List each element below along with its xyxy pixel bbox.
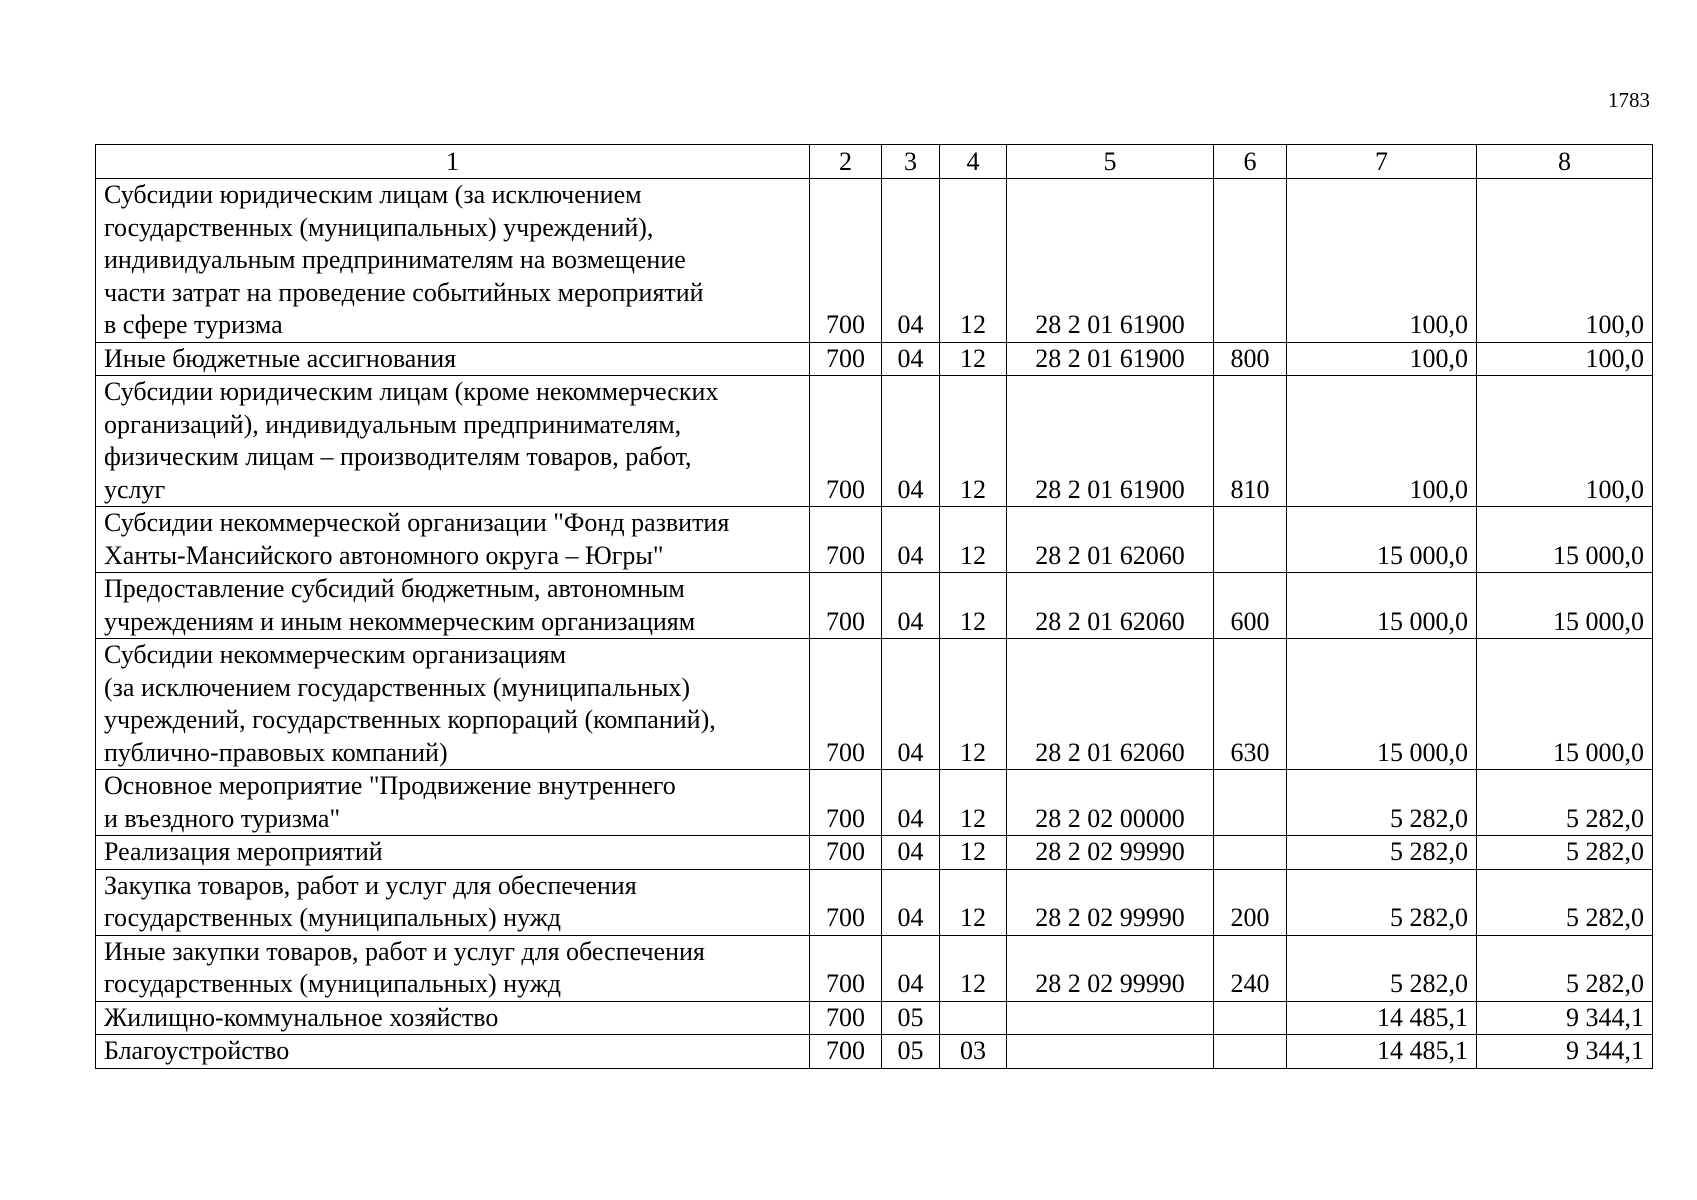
section-cell: 04	[882, 935, 940, 1001]
table-row	[96, 935, 1653, 1001]
item-name-cell: Иные закупки товаров, работ и услуг для обеспечения государственных (муниципальных) нужд	[96, 935, 810, 1001]
section-cell: 05	[882, 1035, 940, 1069]
column-header: 8	[1477, 145, 1653, 179]
expense-type-cell: 810	[1214, 376, 1287, 507]
section-cell: 05	[882, 1001, 940, 1035]
code-cell: 700	[810, 869, 882, 935]
column-header: 2	[810, 145, 882, 179]
section-cell: 04	[882, 869, 940, 935]
table-row	[96, 573, 1653, 639]
code-cell: 700	[810, 836, 882, 870]
subsection-cell: 12	[940, 639, 1007, 770]
expense-type-cell	[1214, 836, 1287, 870]
subsection-cell: 12	[940, 836, 1007, 870]
table-row	[96, 342, 1653, 376]
amount-cell: 5 282,0	[1287, 935, 1477, 1001]
target-article-cell	[1007, 1001, 1214, 1035]
expense-type-cell: 200	[1214, 869, 1287, 935]
table-row	[96, 179, 1653, 343]
page-number: 1783	[1608, 88, 1650, 112]
amount-cell: 15 000,0	[1477, 639, 1653, 770]
section-cell: 04	[882, 573, 940, 639]
table-row	[96, 770, 1653, 836]
expense-type-cell: 800	[1214, 342, 1287, 376]
table-row	[96, 376, 1653, 507]
amount-cell: 14 485,1	[1287, 1001, 1477, 1035]
section-cell: 04	[882, 342, 940, 376]
target-article-cell: 28 2 02 99990	[1007, 935, 1214, 1001]
amount-cell: 15 000,0	[1477, 507, 1653, 573]
subsection-cell: 12	[940, 869, 1007, 935]
table-row	[96, 507, 1653, 573]
amount-cell: 5 282,0	[1287, 869, 1477, 935]
target-article-cell: 28 2 01 61900	[1007, 179, 1214, 343]
amount-cell: 15 000,0	[1287, 507, 1477, 573]
amount-cell: 14 485,1	[1287, 1035, 1477, 1069]
section-cell: 04	[882, 376, 940, 507]
budget-table	[95, 144, 1653, 1069]
expense-type-cell: 600	[1214, 573, 1287, 639]
amount-cell: 100,0	[1287, 342, 1477, 376]
subsection-cell: 12	[940, 935, 1007, 1001]
subsection-cell: 12	[940, 342, 1007, 376]
column-header: 7	[1287, 145, 1477, 179]
target-article-cell: 28 2 02 99990	[1007, 869, 1214, 935]
target-article-cell: 28 2 01 62060	[1007, 573, 1214, 639]
table-row	[96, 639, 1653, 770]
item-name-cell: Иные бюджетные ассигнования	[96, 342, 810, 376]
amount-cell: 9 344,1	[1477, 1035, 1653, 1069]
section-cell: 04	[882, 507, 940, 573]
amount-cell: 5 282,0	[1287, 770, 1477, 836]
expense-type-cell	[1214, 1035, 1287, 1069]
code-cell: 700	[810, 376, 882, 507]
expense-type-cell	[1214, 507, 1287, 573]
subsection-cell: 03	[940, 1035, 1007, 1069]
target-article-cell: 28 2 01 61900	[1007, 376, 1214, 507]
expense-type-cell	[1214, 179, 1287, 343]
code-cell: 700	[810, 770, 882, 836]
code-cell: 700	[810, 573, 882, 639]
subsection-cell: 12	[940, 573, 1007, 639]
item-name-cell: Жилищно-коммунальное хозяйство	[96, 1001, 810, 1035]
target-article-cell: 28 2 02 99990	[1007, 836, 1214, 870]
target-article-cell	[1007, 1035, 1214, 1069]
subsection-cell: 12	[940, 376, 1007, 507]
item-name-cell: Субсидии некоммерческой организации "Фонд развития Ханты-Мансийского автономного округа – Югры"	[96, 507, 810, 573]
table-row	[96, 869, 1653, 935]
item-name-cell: Благоустройство	[96, 1035, 810, 1069]
code-cell: 700	[810, 1001, 882, 1035]
code-cell: 700	[810, 342, 882, 376]
table-body	[96, 179, 1653, 1069]
amount-cell: 5 282,0	[1477, 935, 1653, 1001]
column-header: 3	[882, 145, 940, 179]
column-header: 6	[1214, 145, 1287, 179]
amount-cell: 15 000,0	[1287, 573, 1477, 639]
section-cell: 04	[882, 836, 940, 870]
subsection-cell: 12	[940, 507, 1007, 573]
amount-cell: 100,0	[1287, 376, 1477, 507]
column-header: 4	[940, 145, 1007, 179]
code-cell: 700	[810, 639, 882, 770]
item-name-cell: Предоставление субсидий бюджетным, автономным учреждениям и иным некоммерческим организациям	[96, 573, 810, 639]
expense-type-cell: 630	[1214, 639, 1287, 770]
item-name-cell: Закупка товаров, работ и услуг для обеспечения государственных (муниципальных) нужд	[96, 869, 810, 935]
target-article-cell: 28 2 01 61900	[1007, 342, 1214, 376]
code-cell: 700	[810, 1035, 882, 1069]
amount-cell: 100,0	[1477, 342, 1653, 376]
table-row	[96, 1001, 1653, 1035]
amount-cell: 5 282,0	[1477, 869, 1653, 935]
table-row	[96, 1035, 1653, 1069]
amount-cell: 15 000,0	[1477, 573, 1653, 639]
item-name-cell: Субсидии юридическим лицам (за исключением государственных (муниципальных) учреждений), индивидуальным предпринимателям на возмещение части затрат на проведение событийных мероприятий в сфере туризма	[96, 179, 810, 343]
section-cell: 04	[882, 179, 940, 343]
amount-cell: 100,0	[1477, 179, 1653, 343]
amount-cell: 100,0	[1477, 376, 1653, 507]
amount-cell: 5 282,0	[1287, 836, 1477, 870]
expense-type-cell	[1214, 770, 1287, 836]
column-header: 5	[1007, 145, 1214, 179]
table-row	[96, 836, 1653, 870]
target-article-cell: 28 2 01 62060	[1007, 639, 1214, 770]
target-article-cell: 28 2 01 62060	[1007, 507, 1214, 573]
column-header: 1	[96, 145, 810, 179]
amount-cell: 5 282,0	[1477, 836, 1653, 870]
target-article-cell: 28 2 02 00000	[1007, 770, 1214, 836]
section-cell: 04	[882, 770, 940, 836]
subsection-cell: 12	[940, 770, 1007, 836]
amount-cell: 5 282,0	[1477, 770, 1653, 836]
item-name-cell: Основное мероприятие "Продвижение внутреннего и въездного туризма"	[96, 770, 810, 836]
item-name-cell: Субсидии юридическим лицам (кроме некоммерческих организаций), индивидуальным предпринимателям, физическим лицам – производителям товаров, работ, услуг	[96, 376, 810, 507]
subsection-cell: 12	[940, 179, 1007, 343]
expense-type-cell: 240	[1214, 935, 1287, 1001]
amount-cell: 100,0	[1287, 179, 1477, 343]
code-cell: 700	[810, 507, 882, 573]
item-name-cell: Субсидии некоммерческим организациям (за исключением государственных (муниципальных) учреждений, государственных корпораций (компаний), публично-правовых компаний)	[96, 639, 810, 770]
item-name-cell: Реализация мероприятий	[96, 836, 810, 870]
expense-type-cell	[1214, 1001, 1287, 1035]
code-cell: 700	[810, 179, 882, 343]
code-cell: 700	[810, 935, 882, 1001]
subsection-cell	[940, 1001, 1007, 1035]
amount-cell: 15 000,0	[1287, 639, 1477, 770]
table-header-row	[96, 145, 1653, 179]
amount-cell: 9 344,1	[1477, 1001, 1653, 1035]
section-cell: 04	[882, 639, 940, 770]
